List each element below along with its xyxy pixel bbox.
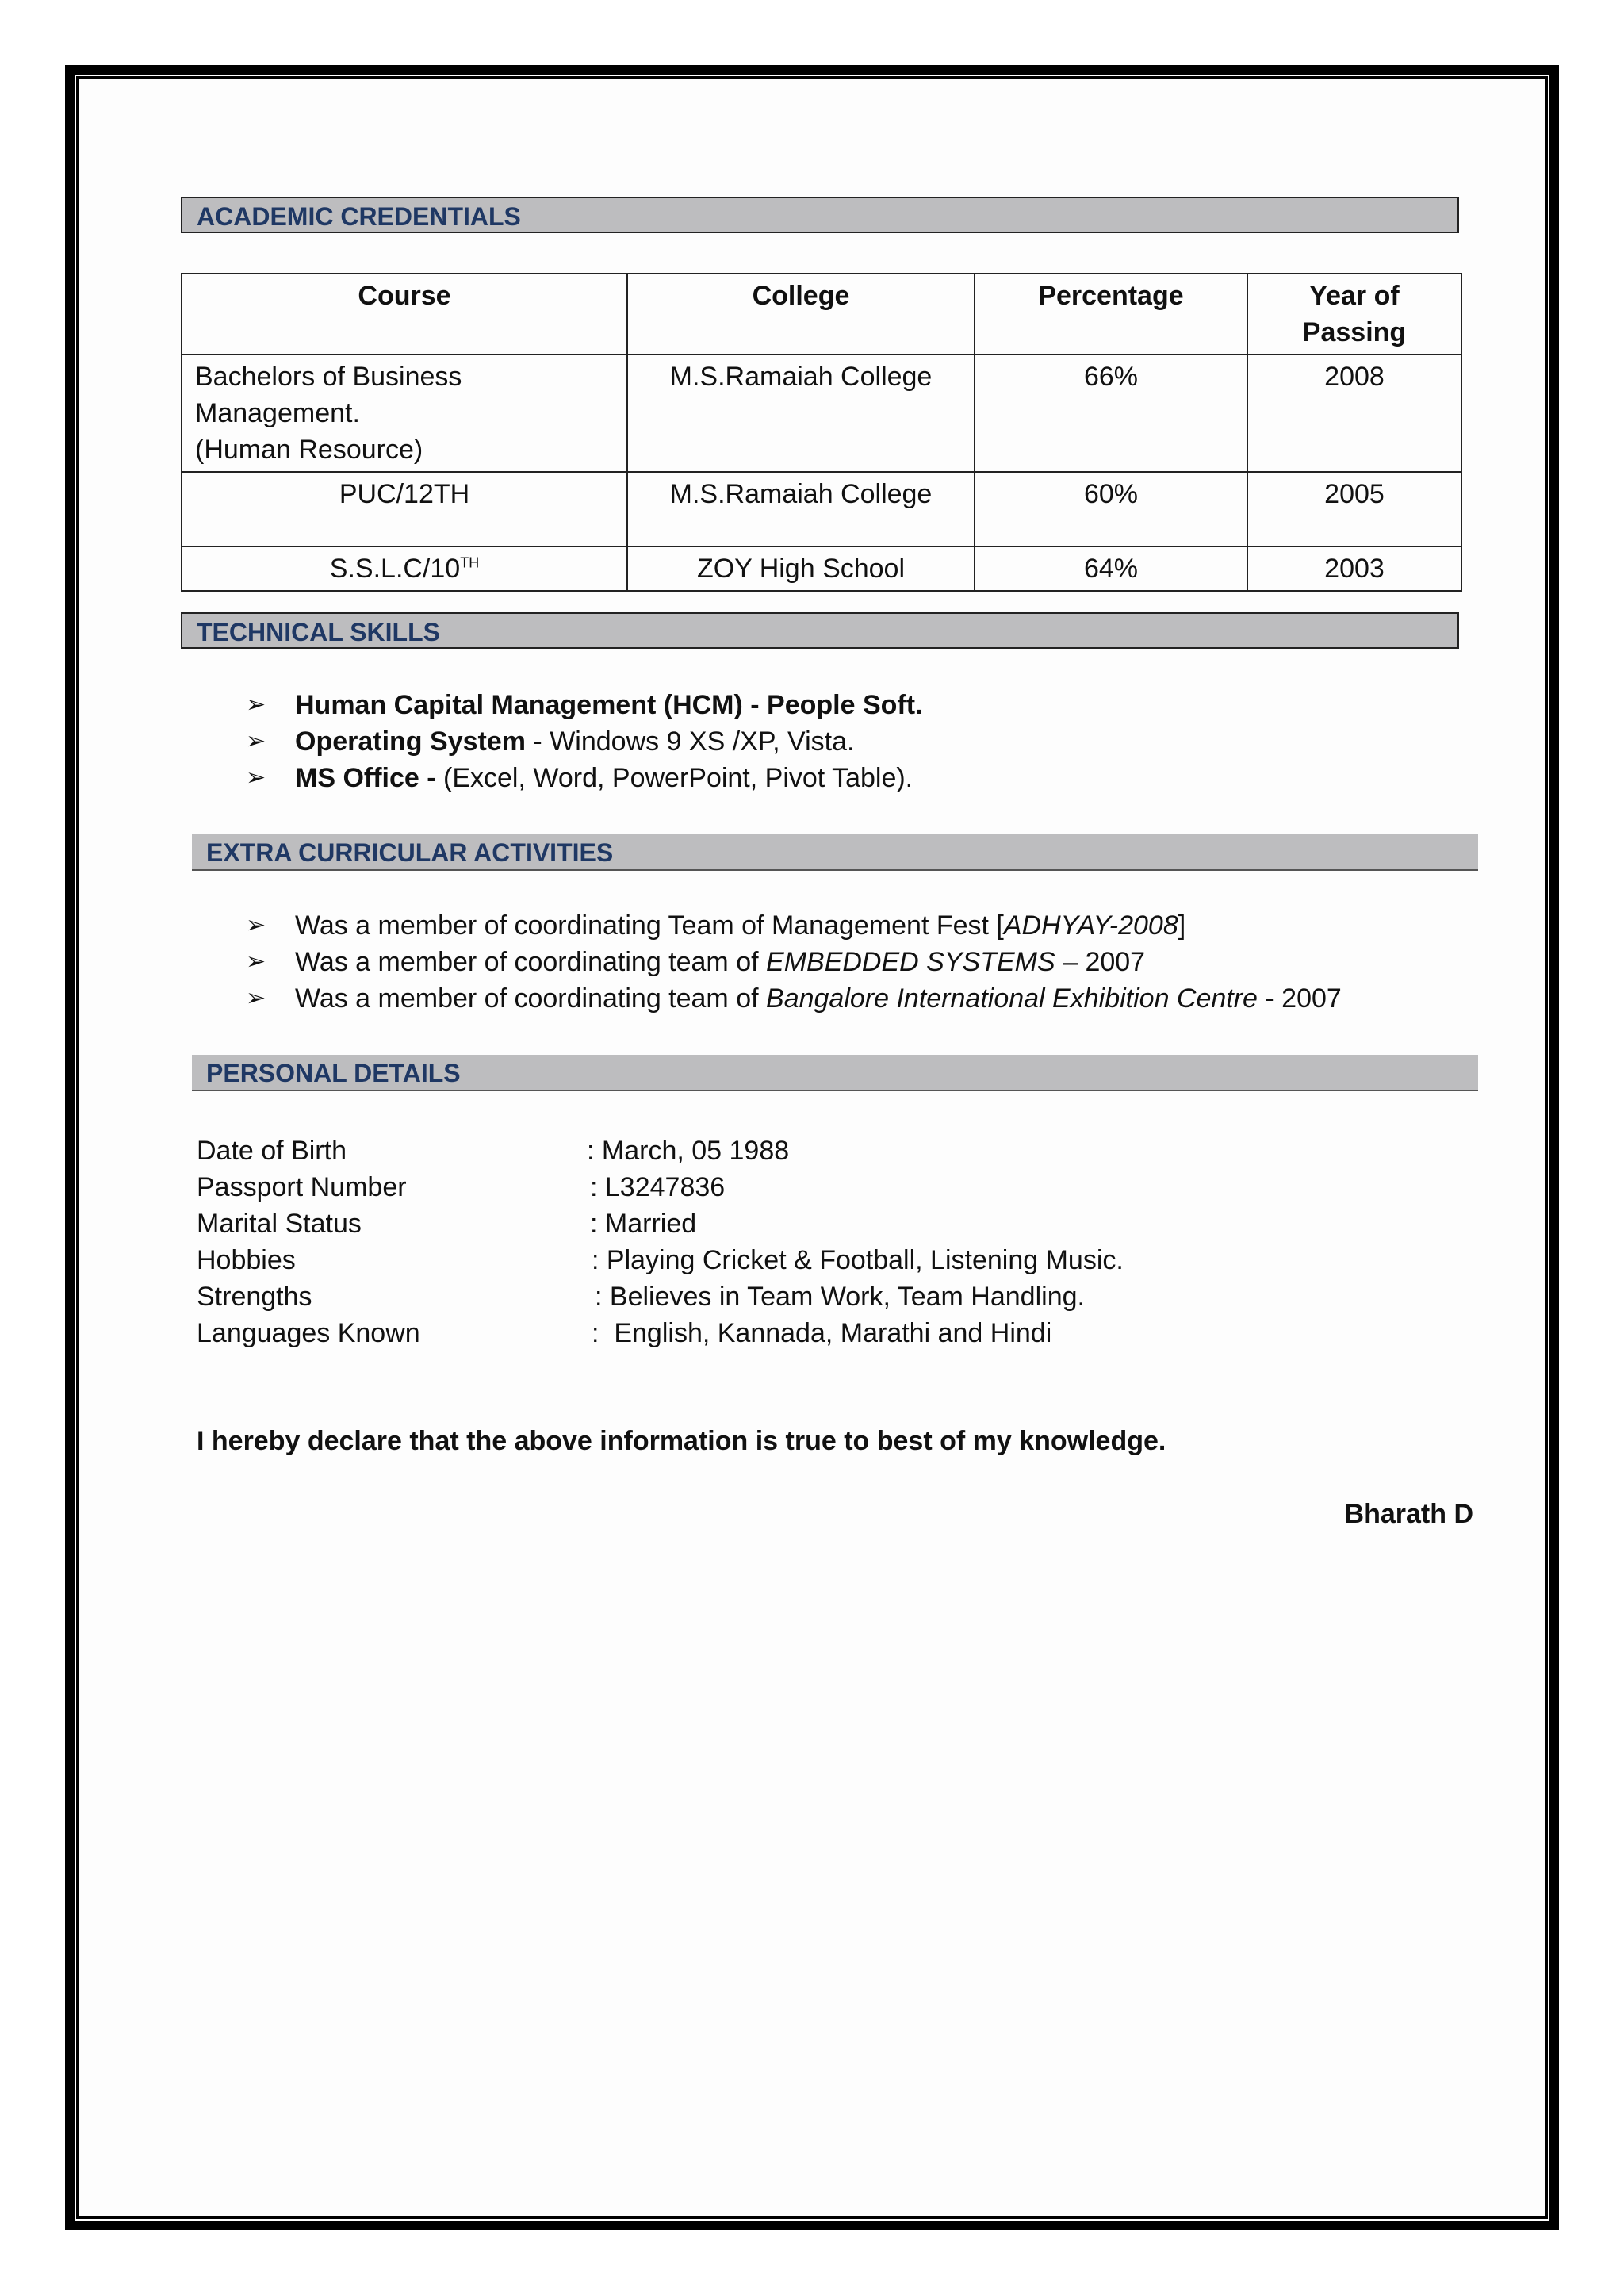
course-superscript: TH [460,554,480,571]
skill-detail: - Windows 9 XS /XP, Vista. [525,726,855,757]
college-cell: ZOY High School [627,546,975,591]
arrow-bullet-icon: ➢ [246,949,266,975]
percentage-cell: 64% [975,546,1247,591]
arrow-bullet-icon: ➢ [246,765,266,791]
detail-label: Marital Status [197,1209,362,1239]
course-name: Bachelors of Business Management. [195,362,462,428]
course-cell [182,355,627,472]
column-header-percentage: Percentage [975,274,1247,355]
course-cell [182,546,627,591]
list-item [246,760,923,796]
detail-label: Strengths [197,1282,312,1312]
list-item [246,944,1342,980]
column-header-course: Course [182,274,627,355]
detail-value: : Believes in Team Work, Team Handling. [595,1282,1085,1312]
activity-text: Was a member of coordinating team of [295,947,767,977]
academic-heading: ACADEMIC CREDENTIALS [181,197,1459,233]
academic-table [181,273,1462,592]
course-cell: PUC/12TH [182,472,627,546]
column-header-college: College [627,274,975,355]
percentage-cell: 66% [975,355,1247,472]
arrow-bullet-icon: ➢ [246,912,266,938]
arrow-bullet-icon: ➢ [246,692,266,718]
table-row [182,472,1461,546]
skill-title: Operating System [295,726,526,757]
activity-emphasis: ADHYAY-2008 [1003,910,1178,941]
college-cell: M.S.Ramaiah College [627,472,975,546]
activity-suffix: – 2007 [1055,947,1146,977]
activity-suffix: ] [1178,910,1186,941]
year-cell: 2003 [1247,546,1461,591]
activity-text: Was a member of coordinating Team of Management Fest [ [295,910,1004,941]
year-cell: 2005 [1247,472,1461,546]
table-row [182,546,1461,591]
signature-name: Bharath D [1344,1499,1473,1529]
arrow-bullet-icon: ➢ [246,728,266,754]
extra-curricular-heading: EXTRA CURRICULAR ACTIVITIES [192,834,1478,871]
activity-emphasis: Bangalore International Exhibition Centre [766,983,1258,1014]
detail-label: Passport Number [197,1172,407,1202]
detail-label: Languages Known [197,1318,420,1348]
table-row [182,355,1461,472]
detail-value: : Married [590,1209,697,1239]
technical-heading: TECHNICAL SKILLS [181,612,1459,649]
college-cell: M.S.Ramaiah College [627,355,975,472]
course-name: S.S.L.C/10 [329,554,461,584]
skill-detail: (Excel, Word, PowerPoint, Pivot Table). [435,763,914,793]
activity-emphasis: EMBEDDED SYSTEMS [766,947,1055,977]
table-header-row [182,274,1461,355]
detail-value: : March, 05 1988 [587,1136,790,1166]
year-cell: 2008 [1247,355,1461,472]
skill-title: Human Capital Management (HCM) - People Soft. [295,690,923,720]
percentage-cell: 60% [975,472,1247,546]
detail-value: : English, Kannada, Marathi and Hindi [592,1318,1052,1348]
column-header-year: Year of Passing [1247,274,1461,355]
list-item [246,687,923,723]
arrow-bullet-icon: ➢ [246,985,266,1011]
declaration-text: I hereby declare that the above information is true to best of my knowledge. [197,1426,1166,1456]
skill-title: MS Office - [295,763,436,793]
activity-text: Was a member of coordinating team of [295,983,767,1014]
extra-curricular-list [246,907,1342,1017]
activity-suffix: - 2007 [1257,983,1342,1014]
list-item [246,980,1342,1017]
course-specialization: (Human Resource) [195,435,423,465]
detail-value: : L3247836 [590,1172,726,1202]
detail-value: : Playing Cricket & Football, Listening Music. [592,1245,1124,1275]
list-item [246,907,1342,944]
detail-label: Hobbies [197,1245,296,1275]
technical-skills-list [246,687,923,796]
detail-label: Date of Birth [197,1136,347,1166]
list-item [246,723,923,760]
personal-details-heading: PERSONAL DETAILS [192,1055,1478,1091]
